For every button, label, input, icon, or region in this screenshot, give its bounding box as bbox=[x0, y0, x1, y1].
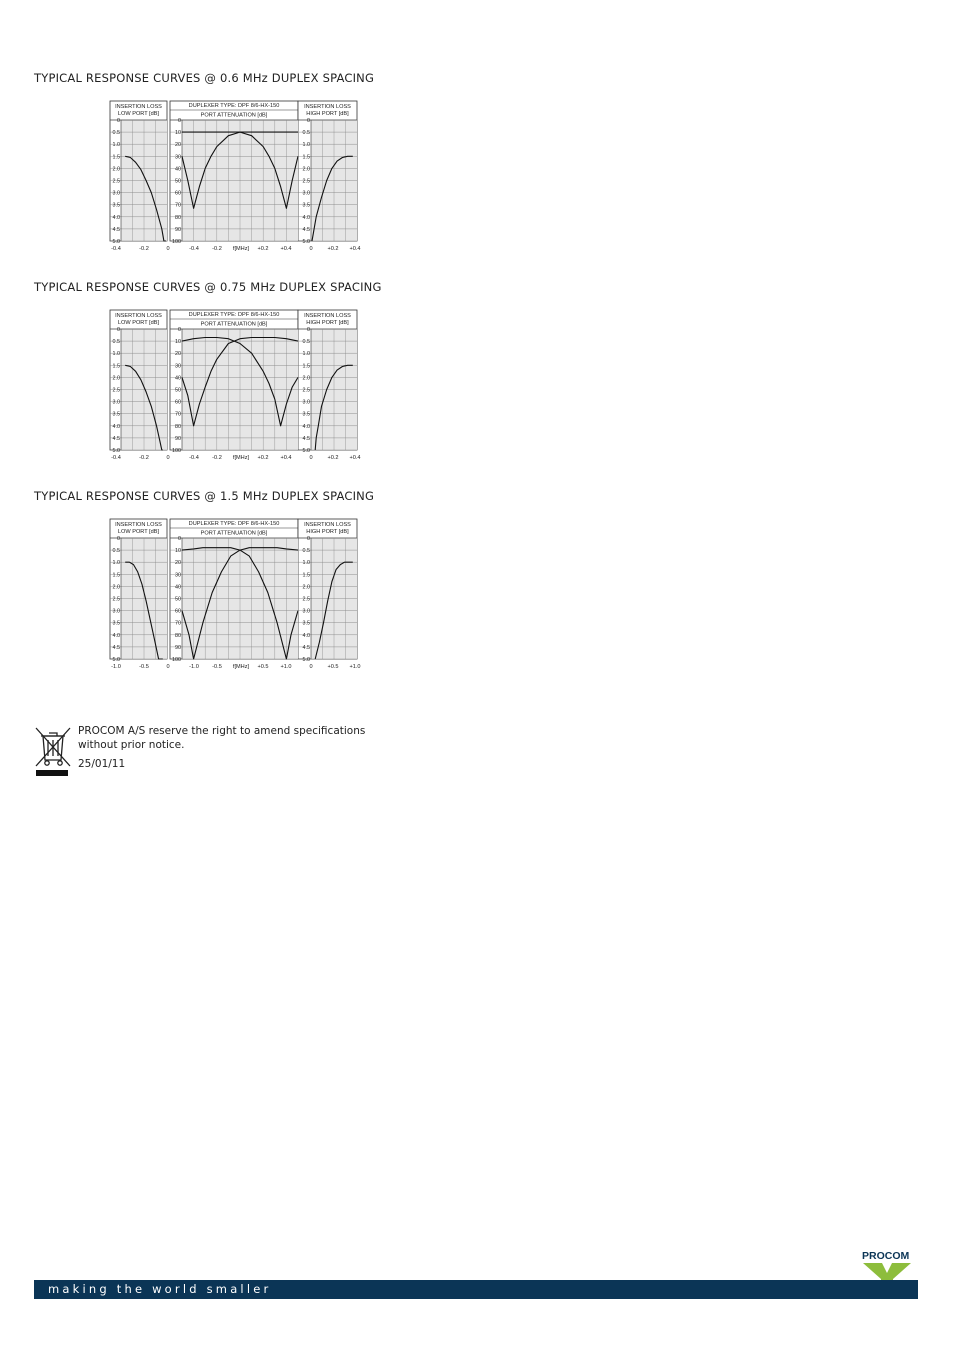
y-tick-attenuation: 20 bbox=[175, 142, 181, 149]
y-tick-low: 3.5 bbox=[112, 411, 120, 418]
header-left-line1: INSERTION LOSS bbox=[115, 104, 162, 110]
x-tick-left: 0 bbox=[166, 455, 170, 461]
y-tick-low: 4.5 bbox=[112, 644, 120, 651]
y-tick-high: 0.5 bbox=[302, 130, 310, 137]
y-tick-low: 1.5 bbox=[112, 572, 120, 579]
header-middle-line2: PORT ATTENUATION [dB] bbox=[200, 321, 268, 328]
header-left-line1: INSERTION LOSS bbox=[115, 313, 162, 319]
x-tick-right: 0 bbox=[309, 664, 313, 670]
x-tick-middle: -1.0 bbox=[189, 664, 199, 670]
y-tick-high: 2.0 bbox=[302, 375, 310, 382]
x-tick-left: -0.4 bbox=[111, 455, 121, 461]
header-left-line2: LOW PORT [dB] bbox=[117, 529, 160, 535]
y-tick-attenuation: 50 bbox=[175, 178, 181, 185]
y-tick-low: 0.5 bbox=[112, 130, 120, 137]
y-tick-attenuation: 20 bbox=[175, 351, 181, 358]
x-tick-middle: f[MHz] bbox=[232, 455, 250, 461]
x-tick-right: +0.4 bbox=[349, 246, 361, 252]
y-tick-low: 4.0 bbox=[112, 214, 120, 221]
x-tick-left: 0 bbox=[166, 664, 170, 670]
x-tick-middle: -0.5 bbox=[212, 664, 222, 670]
y-tick-attenuation: 30 bbox=[175, 154, 181, 161]
y-tick-high: 1.5 bbox=[302, 572, 310, 579]
y-tick-attenuation: 80 bbox=[175, 632, 181, 639]
y-tick-high: 1.5 bbox=[302, 154, 310, 161]
x-tick-left: 0 bbox=[166, 246, 170, 252]
y-tick-high: 5.0 bbox=[302, 448, 310, 454]
y-tick-attenuation: 100 bbox=[172, 657, 181, 663]
y-tick-low: 3.0 bbox=[112, 190, 120, 197]
y-tick-low: 5.0 bbox=[112, 657, 120, 663]
disclaimer-text: PROCOM A/S reserve the right to amend specifications without prior notice. bbox=[78, 725, 366, 751]
header-middle-line2: PORT ATTENUATION [dB] bbox=[200, 530, 268, 537]
y-tick-attenuation: 80 bbox=[175, 214, 181, 221]
x-tick-left: -1.0 bbox=[111, 664, 121, 670]
response-chart-0 bbox=[104, 98, 366, 256]
document-date: 25/01/11 bbox=[78, 758, 126, 770]
y-tick-low: 0 bbox=[117, 118, 120, 124]
y-tick-high: 1.5 bbox=[302, 363, 310, 370]
y-tick-attenuation: 40 bbox=[175, 166, 181, 173]
y-tick-low: 2.5 bbox=[112, 596, 120, 603]
y-tick-attenuation: 90 bbox=[175, 435, 181, 442]
y-tick-high: 2.5 bbox=[302, 596, 310, 603]
header-middle-line1: DUPLEXER TYPE: DPF 8/6-HX-150 bbox=[188, 312, 280, 318]
header-middle-line1: DUPLEXER TYPE: DPF 8/6-HX-150 bbox=[188, 103, 280, 109]
y-tick-high: 5.0 bbox=[302, 239, 310, 245]
y-tick-high: 2.0 bbox=[302, 584, 310, 591]
x-tick-middle: -0.2 bbox=[212, 246, 222, 252]
y-tick-high: 4.0 bbox=[302, 632, 310, 639]
x-tick-middle: -0.4 bbox=[189, 246, 199, 252]
y-tick-attenuation: 90 bbox=[175, 644, 181, 651]
header-right-line2: HIGH PORT [dB] bbox=[306, 320, 349, 326]
y-tick-low: 2.5 bbox=[112, 178, 120, 185]
y-tick-attenuation: 40 bbox=[175, 375, 181, 382]
x-tick-middle: +1.0 bbox=[280, 664, 292, 670]
header-right-line1: INSERTION LOSS bbox=[304, 313, 351, 319]
y-tick-attenuation: 10 bbox=[175, 339, 181, 346]
y-tick-attenuation: 0 bbox=[178, 536, 181, 542]
section-title-2: TYPICAL RESPONSE CURVES @ 1.5 MHz DUPLEX SPACING bbox=[34, 489, 375, 503]
x-tick-middle: +0.4 bbox=[280, 246, 292, 252]
x-tick-left: -0.2 bbox=[139, 246, 149, 252]
y-tick-high: 2.5 bbox=[302, 178, 310, 185]
y-tick-high: 0 bbox=[307, 118, 310, 124]
weee-bin-icon bbox=[34, 726, 72, 778]
x-tick-left: -0.4 bbox=[111, 246, 121, 252]
response-chart-2 bbox=[104, 516, 366, 674]
x-tick-middle: +0.5 bbox=[257, 664, 269, 670]
y-tick-low: 1.5 bbox=[112, 154, 120, 161]
y-tick-low: 4.5 bbox=[112, 226, 120, 233]
header-right-line2: HIGH PORT [dB] bbox=[306, 529, 349, 535]
y-tick-low: 1.0 bbox=[112, 351, 120, 358]
x-tick-right: +1.0 bbox=[349, 664, 361, 670]
x-tick-middle: +0.4 bbox=[280, 455, 292, 461]
y-tick-low: 3.5 bbox=[112, 620, 120, 627]
y-tick-low: 3.0 bbox=[112, 399, 120, 406]
x-tick-middle: f[MHz] bbox=[232, 246, 250, 252]
header-middle-line2: PORT ATTENUATION [dB] bbox=[200, 112, 268, 119]
y-tick-attenuation: 60 bbox=[175, 190, 181, 197]
y-tick-low: 2.0 bbox=[112, 375, 120, 382]
x-tick-middle: -0.4 bbox=[189, 455, 199, 461]
x-tick-right: +0.2 bbox=[327, 455, 339, 461]
y-tick-high: 1.0 bbox=[302, 351, 310, 358]
y-tick-high: 1.0 bbox=[302, 142, 310, 149]
y-tick-high: 3.5 bbox=[302, 411, 310, 418]
y-tick-attenuation: 20 bbox=[175, 560, 181, 567]
y-tick-attenuation: 30 bbox=[175, 363, 181, 370]
section-title-1: TYPICAL RESPONSE CURVES @ 0.75 MHz DUPLEX SPACING bbox=[34, 280, 382, 294]
y-tick-low: 0 bbox=[117, 536, 120, 542]
y-tick-attenuation: 50 bbox=[175, 387, 181, 394]
section-title-0: TYPICAL RESPONSE CURVES @ 0.6 MHz DUPLEX SPACING bbox=[34, 71, 375, 85]
x-tick-middle: +0.2 bbox=[257, 246, 269, 252]
header-left-line2: LOW PORT [dB] bbox=[117, 320, 160, 326]
y-tick-attenuation: 40 bbox=[175, 584, 181, 591]
y-tick-high: 1.0 bbox=[302, 560, 310, 567]
y-tick-attenuation: 70 bbox=[175, 620, 181, 627]
y-tick-low: 1.5 bbox=[112, 363, 120, 370]
y-tick-attenuation: 0 bbox=[178, 118, 181, 124]
x-tick-middle: +0.2 bbox=[257, 455, 269, 461]
y-tick-low: 0 bbox=[117, 327, 120, 333]
y-tick-high: 0 bbox=[307, 327, 310, 333]
y-tick-high: 2.0 bbox=[302, 166, 310, 173]
y-tick-low: 1.0 bbox=[112, 560, 120, 567]
header-right-line1: INSERTION LOSS bbox=[304, 104, 351, 110]
y-tick-attenuation: 100 bbox=[172, 239, 181, 245]
header-left-line1: INSERTION LOSS bbox=[115, 522, 162, 528]
y-tick-low: 1.0 bbox=[112, 142, 120, 149]
y-tick-high: 0.5 bbox=[302, 548, 310, 555]
y-tick-high: 3.5 bbox=[302, 620, 310, 627]
y-tick-low: 0.5 bbox=[112, 548, 120, 555]
y-tick-low: 4.5 bbox=[112, 435, 120, 442]
y-tick-attenuation: 60 bbox=[175, 399, 181, 406]
y-tick-attenuation: 90 bbox=[175, 226, 181, 233]
y-tick-high: 0.5 bbox=[302, 339, 310, 346]
response-chart-1 bbox=[104, 307, 366, 465]
x-tick-right: +0.4 bbox=[349, 455, 361, 461]
y-tick-high: 4.5 bbox=[302, 226, 310, 233]
y-tick-attenuation: 50 bbox=[175, 596, 181, 603]
y-tick-high: 3.0 bbox=[302, 399, 310, 406]
y-tick-high: 4.5 bbox=[302, 644, 310, 651]
header-middle-line1: DUPLEXER TYPE: DPF 8/6-HX-150 bbox=[188, 521, 280, 527]
y-tick-high: 4.5 bbox=[302, 435, 310, 442]
y-tick-attenuation: 70 bbox=[175, 202, 181, 209]
y-tick-high: 4.0 bbox=[302, 214, 310, 221]
y-tick-high: 3.5 bbox=[302, 202, 310, 209]
y-tick-high: 2.5 bbox=[302, 387, 310, 394]
x-tick-left: -0.5 bbox=[139, 664, 149, 670]
x-tick-right: +0.5 bbox=[327, 664, 339, 670]
y-tick-high: 3.0 bbox=[302, 608, 310, 615]
y-tick-attenuation: 30 bbox=[175, 572, 181, 579]
y-tick-attenuation: 0 bbox=[178, 327, 181, 333]
y-tick-low: 4.0 bbox=[112, 423, 120, 430]
y-tick-high: 0 bbox=[307, 536, 310, 542]
y-tick-high: 4.0 bbox=[302, 423, 310, 430]
procom-logo-text: PROCOM bbox=[862, 1250, 910, 1262]
y-tick-low: 2.5 bbox=[112, 387, 120, 394]
y-tick-high: 3.0 bbox=[302, 190, 310, 197]
y-tick-low: 3.0 bbox=[112, 608, 120, 615]
header-right-line1: INSERTION LOSS bbox=[304, 522, 351, 528]
header-right-line2: HIGH PORT [dB] bbox=[306, 111, 349, 117]
footer-bar bbox=[34, 1280, 918, 1299]
y-tick-low: 5.0 bbox=[112, 448, 120, 454]
y-tick-attenuation: 60 bbox=[175, 608, 181, 615]
tagline: making the world smaller bbox=[48, 1282, 272, 1296]
x-tick-middle: -0.2 bbox=[212, 455, 222, 461]
y-tick-attenuation: 10 bbox=[175, 130, 181, 137]
y-tick-low: 2.0 bbox=[112, 166, 120, 173]
x-tick-right: +0.2 bbox=[327, 246, 339, 252]
y-tick-attenuation: 80 bbox=[175, 423, 181, 430]
y-tick-high: 5.0 bbox=[302, 657, 310, 663]
x-tick-middle: f[MHz] bbox=[232, 664, 250, 670]
x-tick-left: -0.2 bbox=[139, 455, 149, 461]
y-tick-attenuation: 10 bbox=[175, 548, 181, 555]
y-tick-low: 3.5 bbox=[112, 202, 120, 209]
y-tick-low: 4.0 bbox=[112, 632, 120, 639]
y-tick-attenuation: 70 bbox=[175, 411, 181, 418]
x-tick-right: 0 bbox=[309, 455, 313, 461]
y-tick-low: 0.5 bbox=[112, 339, 120, 346]
y-tick-low: 2.0 bbox=[112, 584, 120, 591]
y-tick-low: 5.0 bbox=[112, 239, 120, 245]
x-tick-right: 0 bbox=[309, 246, 313, 252]
header-left-line2: LOW PORT [dB] bbox=[117, 111, 160, 117]
y-tick-attenuation: 100 bbox=[172, 448, 181, 454]
